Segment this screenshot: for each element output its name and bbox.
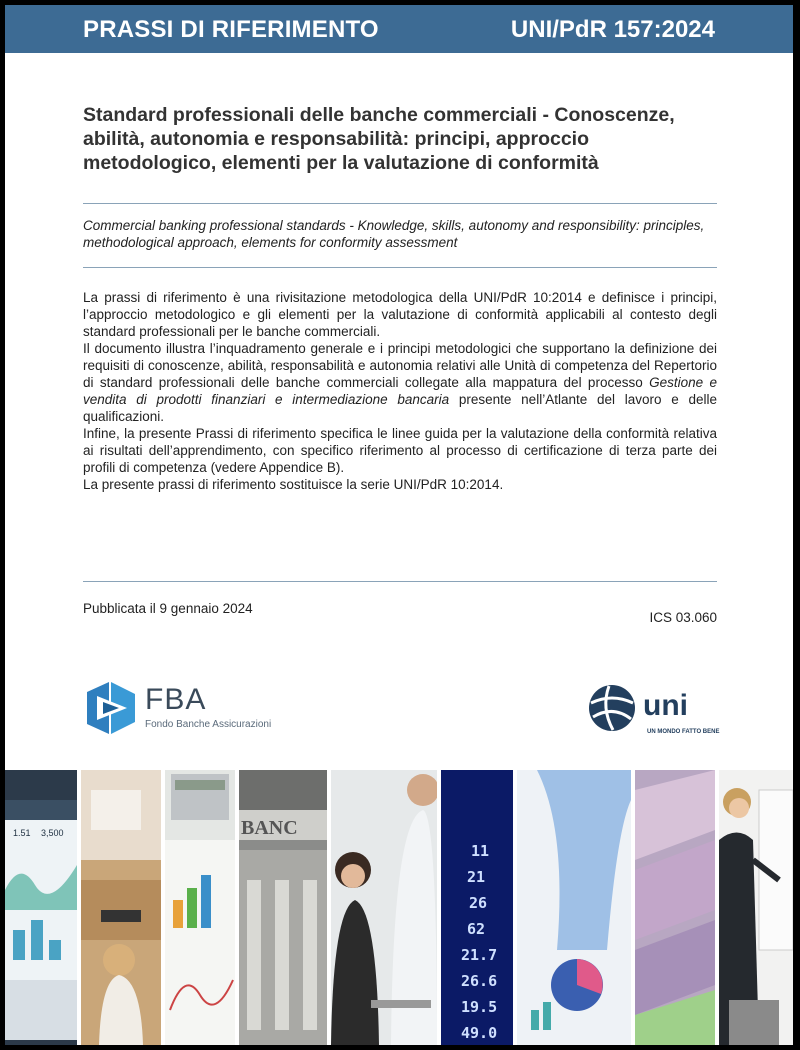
fba-subtitle: Fondo Banche Assicurazioni [145, 719, 272, 730]
ics-code: ICS 03.060 [649, 610, 717, 625]
stock-number: 19.5 [461, 998, 498, 1016]
photo-office [81, 770, 161, 1045]
bank-sign: BANC [241, 817, 298, 839]
photo-calculator [165, 770, 235, 1045]
calculator-image [165, 770, 235, 1045]
photo-banknotes [635, 770, 715, 1045]
process-name: Gestione e vendita di prodotti finanziari e intermediazione bancaria [83, 375, 718, 407]
photo-dashboard [5, 770, 77, 1045]
header-bar [5, 5, 793, 53]
abstract-paragraph-3: Infine, la presente Prassi di riferimento specifica le linee guida per la valutazione della conformità relativa ai risultati dell’apprendimento, con specifico riferimento al processo di certificazione di terza parte dei profili di competenza (vedere Appendice B). [83, 426, 717, 475]
photo-stock-numbers [441, 770, 513, 1045]
charts-image [517, 770, 631, 1045]
stock-number: 21 [467, 868, 486, 886]
photo-collage [5, 770, 793, 1045]
abstract-paragraph-2 [83, 340, 717, 425]
fba-logo [83, 680, 293, 740]
document-cover [5, 5, 793, 1045]
stock-number: 21.7 [461, 946, 498, 964]
fba-name: FBA [145, 683, 207, 716]
document-type: PRASSI DI RIFERIMENTO [83, 16, 379, 43]
svg-text:1.51: 1.51 [13, 828, 31, 838]
abstract-paragraph-1: La prassi di riferimento è una rivisitazione metodologica della UNI/PdR 10:2014 e definisce i principi, l’approccio metodologico e gli elementi per la valutazione di conformità applicabili al contesto degli standard professionali per le banche commerciali. [83, 290, 717, 339]
banknotes-image [635, 770, 715, 1045]
presenter-image [719, 770, 793, 1045]
uni-logo [587, 683, 727, 743]
stock-number: 62 [467, 920, 486, 938]
abstract [83, 289, 717, 493]
svg-text:3,500: 3,500 [41, 828, 64, 838]
uni-name: uni [643, 689, 688, 722]
page-title: Standard professionali delle banche commerciali - Conoscenze, abilità, autonomia e responsabilità: principi, approccio metodologico, elementi per la valutazione di conformità [83, 104, 675, 174]
photo-bank [239, 770, 327, 1045]
office-image [81, 770, 161, 1045]
document-code: UNI/PdR 157:2024 [510, 16, 715, 43]
globe-icon [587, 683, 637, 733]
photo-meeting [331, 770, 437, 1045]
stock-number: 26.6 [461, 972, 498, 990]
fba-logo-icon [83, 680, 139, 736]
meeting-image [331, 770, 437, 1045]
abstract-p2-start: Il documento illustra l’inquadramento generale e i principi metodologici che supportano la definizione dei requisiti di conoscenze, abilità, responsabilità e autonomia relativi alle Unità di competenza del Repertorio di standard professionali delle banche commerciali collegate alla mappatura del processo [83, 341, 717, 390]
stock-number: 49.0 [461, 1024, 498, 1042]
publication-date: Pubblicata il 9 gennaio 2024 [83, 601, 253, 616]
english-subtitle: Commercial banking professional standards - Knowledge, skills, autonomy and responsibility: principles, methodological approach, elements for conformity assessment [83, 218, 705, 250]
photo-charts [517, 770, 631, 1045]
bank-image [239, 770, 327, 1045]
abstract-p2-end: presente nell’Atlante del lavoro e delle qualificazioni. [83, 392, 718, 424]
abstract-paragraph-4: La presente prassi di riferimento sostituisce la serie UNI/PdR 10:2014. [83, 477, 504, 492]
stock-number: 26 [469, 894, 488, 912]
stock-numbers-image [441, 770, 513, 1045]
divider-top [83, 203, 717, 204]
divider-bottom [83, 581, 717, 582]
stock-number: 11 [471, 842, 490, 860]
uni-tagline: UN MONDO FATTO BENE [647, 729, 720, 735]
divider-middle [83, 267, 717, 268]
photo-presenter [719, 770, 793, 1045]
dashboard-image [5, 770, 77, 1045]
